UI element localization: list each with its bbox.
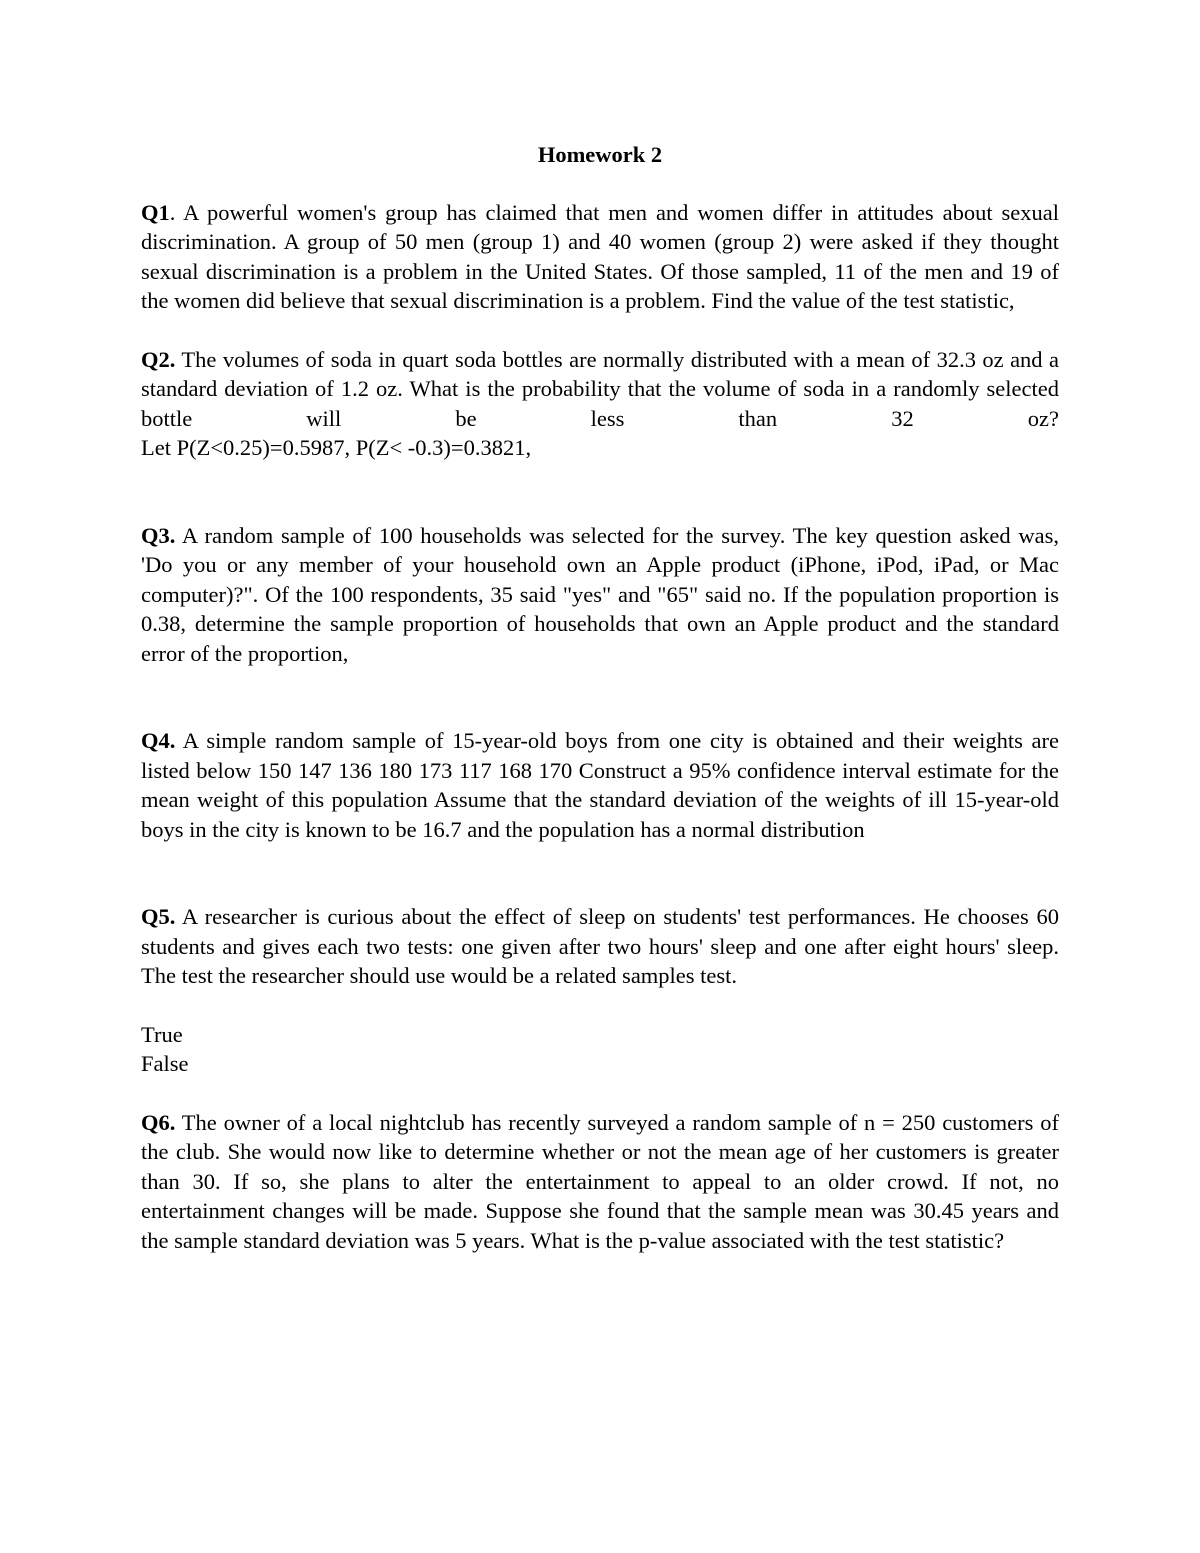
question-4-label: Q4. bbox=[141, 728, 176, 753]
question-2-body bbox=[141, 345, 1059, 434]
question-3-text: A random sample of 100 households was selected for the survey. The key question asked was, 'Do you or any member of your household own an Apple product (iPhone, iPod, iPad, or Mac computer)?". Of the 100 respondents, 35 said "yes" and "65" said no. If the population proportion is 0.38, determine the sample proportion of households that own an Apple product and the standard error of the proportion, bbox=[141, 522, 1059, 666]
question-1 bbox=[141, 198, 1059, 316]
question-6 bbox=[141, 1108, 1059, 1256]
option-true: True bbox=[141, 1021, 183, 1047]
question-2-label: Q2. bbox=[141, 346, 176, 372]
question-3-label: Q3. bbox=[141, 522, 176, 548]
question-5-text: A researcher is curious about the effect of sleep on students' test performances. He chooses 60 students and gives each two tests: one given after two hours' sleep and one after eight hours' sleep. The test the researcher should use would be a related samples test. bbox=[141, 904, 1059, 988]
question-4-text: A simple random sample of 15-year-old boys from one city is obtained and their weights are listed below 150 147 136 180 173 117 168 170 Construct a 95% confidence interval estimate for the mean weight of this population Assume that the standard deviation of the weights of ill 15-year-old boys in the city is known to be 16.7 and the population has a normal distribution bbox=[141, 728, 1059, 842]
question-2-text: The volumes of soda in quart soda bottles are normally distributed with a mean of 32.3 oz and a standard deviation of 1.2 oz. What is the probability that the volume of soda in a randomly selected bottle will be less than 32 oz? bbox=[141, 346, 1059, 431]
question-1-text: . A powerful women's group has claimed that men and women differ in attitudes about sexual discrimination. A group of 50 men (group 1) and 40 women (group 2) were asked if they thought sexual discrimination is a problem in the United States. Of those sampled, 11 of the men and 19 of the women did believe that sexual discrimination is a problem. Find the value of the test statistic, bbox=[141, 199, 1059, 313]
question-1-label: Q1 bbox=[141, 199, 170, 225]
question-6-text: The owner of a local nightclub has recently surveyed a random sample of n = 250 customers of the club. She would now like to determine whether or not the mean age of her customers is greater than 30. If so, she plans to alter the entertainment to appeal to an older crowd. If not, no entertainment changes will be made. Suppose she found that the sample mean was 30.45 years and the sample standard deviation was 5 years. What is the p-value associated with the test statistic? bbox=[141, 1109, 1059, 1253]
question-2 bbox=[141, 345, 1059, 463]
document-page bbox=[141, 140, 1059, 1255]
question-5-options bbox=[141, 1020, 1059, 1079]
option-false: False bbox=[141, 1051, 189, 1076]
question-4 bbox=[141, 726, 1059, 844]
question-2-given: Let P(Z<0.25)=0.5987, P(Z< -0.3)=0.3821, bbox=[141, 435, 532, 460]
question-5 bbox=[141, 902, 1059, 991]
question-3 bbox=[141, 521, 1059, 669]
question-5-label: Q5. bbox=[141, 904, 176, 929]
document-title: Homework 2 bbox=[537, 142, 663, 167]
question-6-label: Q6. bbox=[141, 1109, 176, 1135]
